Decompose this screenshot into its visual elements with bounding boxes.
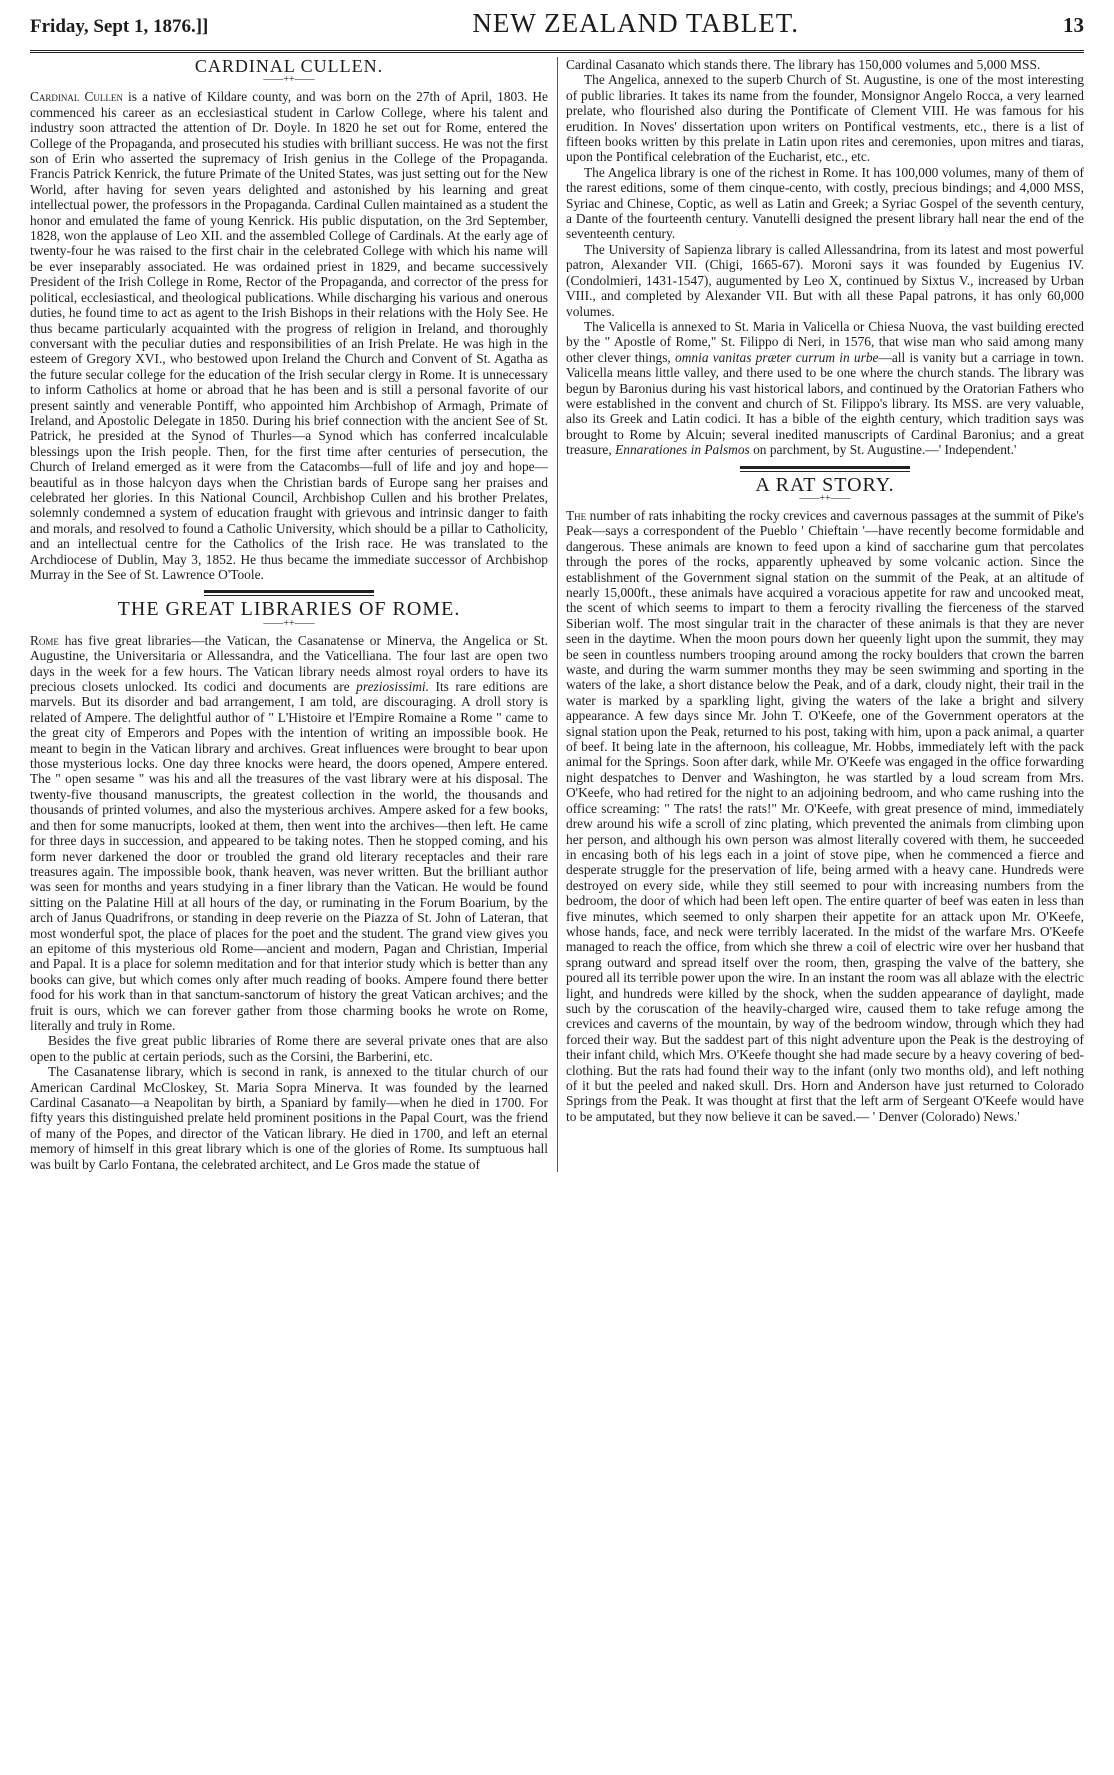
libraries-p7-italic2: Ennarationes in Palsmos — [615, 442, 750, 458]
libraries-title: THE GREAT LIBRARIES OF ROME. — [117, 598, 461, 621]
libraries-ornament: ——++—— — [263, 617, 315, 629]
cullen-lead: Cardinal Cullen — [30, 89, 123, 105]
page-header — [30, 8, 1084, 53]
libraries-p1-italic: preziosissimi. — [356, 679, 429, 695]
libraries-paragraph-3-continued: Cardinal Casanato which stands there. The library has 150,000 volumes and 5,000 MSS. — [566, 57, 1041, 72]
cullen-ornament: ——++—— — [263, 74, 315, 86]
page-number: 13 — [1063, 13, 1084, 37]
libraries-p7-italic: omnia vanitas præter currum in urbe — [675, 349, 879, 365]
right-column — [566, 57, 1084, 1172]
libraries-p7b: —all is vanity but a carriage in town. Valicella means little valley, and there used to be one where the church stands. The library was begun by Baronius during his vast historical labors, and continued by the Oratorian Fathers who were established in the convent and church of St. Filippo's library. Its MSS. are very valuable, also its Greek and Latin codici. It has a bible of the eighth century, which tradition says was brought to Rome by Alcuin; several inedited manuscripts of Cardinal Baronius; and a great treasure, — [566, 349, 1084, 458]
libraries-paragraph-6: The University of Sapienza library is called Allessandrina, from its latest and most powerful patron, Alexander VII. (Chigi, 1665-67). Moroni says it was founded by Eugenius IV. (Condolmieri, 1431-1547), augumented by Leo X, continued by Sixtus V., increased by Urban VIII., and completed by Alexander VII. But with all these Papal patrons, it has only 60,000 volumes. — [566, 241, 1084, 319]
rat-body: number of rats inhabiting the rocky crevices and cavernous passages at the summit of Pike's Peak—says a correspondent of the Pueblo ' Chieftain '—have recently become formidable and dangerous. These animals are known to feed upon a kind of saccharine gum that percolates through the pores of the rocks, apparently upheaved by some volcanic action. Since the establishment of the Government signal station on the summit of the Peak, at an altitude of nearly 15,000ft., these animals have acquired a voracious appetite for raw and uncooked meat, the scent of which seems to impart to them a ferocity rivalling the fierceness of the starved Siberian wolf. The most singular trait in the character of these animals is that they are never seen in the daytime. When the moon pours down her queenly light upon the summit, they may be seen in countless numbers trooping around among the rocky boulders that crown the barren waste, and during the warm summer months they may be seen swimming and sporting in the waters of the lake, a short distance below the Peak, and of a dark, cloudy night, their trail in the water is marked by a sparkling light, giving the waters of the lake a bright and silvery appearance. A few days since Mr. John T. O'Keefe, one of the Government operators at the signal station upon the Peak, returned to his post, taking with him, upon a pack animal, a quarter of beef. It being late in the afternoon, his colleague, Mr. Hobbs, immediately left with the pack animal for the Springs. Soon after dark, while Mr. O'Keefe was engaged in the office forwarding night despatches to Denver and Washington, he was startled by a loud scream from Mrs. O'Keefe, who had retired for the night to an adjoining bedroom, and who came rushing into the office screaming: " The rats! the rats!" Mr. O'Keefe, with great presence of mind, immediately drew around his wife a scroll of zinc plating, which prevented the animals from climbing upon her person, and although his own person was almost literally covered with them, he succeeded in encasing both of his legs each in a joint of stove pipe, when he commenced a fierce and desperate struggle for the preservation of life, being armed with a heavy cane. Hundreds were destroyed on every side, while they still seemed to pour with increasing numbers from the bedroom, the door of which had been left open. The entire quarter of beef was eaten in less than five minutes, which seemed to only sharpen their appetite for an attack upon Mr. O'Keefe, whose hands, face, and neck were terribly lacerated. In the midst of the warfare Mrs. O'Keefe managed to reach the office, from which she threw a coil of electric wire over her husband that sprang outward and spread itself over the room, then, grasping the valve of the battery, she poured all its terrible power upon the wire. In an instant the room was all ablaze with the electric light, and hundreds were killed by the shock, when the sudden appearance of daylight, made such by the coruscation of the heavily-charged wire, caused them to take refuge among the crevices and caverns of the mountain, by way of the bedroom window, through which they had forced their way. But the saddest part of this night adventure upon the Peak is the destroying of their infant child, which Mrs. O'Keefe thought she had made secure by a heavy covering of bed-clothing. But the rats had found their way to the infant (only two months old), and left nothing of it but the peeled and naked skull. Drs. Horn and Anderson have just returned to Colorado Springs from the Peak. It was thought at first that the left arm of Sergeant O'Keefe would have to be amputated, but they now believe it can be saved.— ' Denver (Colorado) News.' — [566, 507, 1084, 1124]
rat-ornament: ——++—— — [799, 492, 851, 504]
column-divider — [557, 57, 558, 1172]
libraries-p1b: Its rare editions are marvels. But its disorder and bad arrangement, I am told, are discouraging. A droll story is related of Ampere. The delightful author of " L'Histoire et l'Empire Romaine a Rome " came to the great city of Emperors and Popes with the intention of writing an impossible book. He meant to begin in the Vatican library and archives. Great influences were brought to bear upon those mysterious locks. One day three knocks were heard, the doors opened, Ampere entered. The " open sesame " was his and all the treasures of the vast library were at his disposal. The twenty-five thousand manuscripts, the greatest collection in the world, the thousands and thousands of printed volumes, and also the mysterious archives. Ampere asked for a few books, and then for some manucripts, looked at them, then went into the archives—then left. He came for three days in succession, and appeared to be taking notes. Then he stopped coming, and his form never darkened the door or troubled the grand old literary receptacles and their rare treasures again. The impossible book, thank heaven, was never written. But the brilliant author was seen for months and years studying in a finer library than the Vatican. He would be found sitting on the Palatine Hill at all hours of the day, or ruminating in the Forum Boarium, by the arch of Janus Quadrifrons, or standing in deep reverie on the Piazza of St. John of Lateran, that most wonderful spot, the place of places for the poet and the student. The grand view gives you an epitome of this mysterious old Rome—ancient and modern, Pagan and Christian, Imperial and Papal. It is a place for solemn meditation and for that interior study which is better than any books can give, but which comes only after much reading of books. Ampere found there better food for his work than in that sanctum-sanctorum of history the great Vatican archives; and the fruit is ours, which we can forever gather from those charming books he wrote on Rome, literally and truly in Rome. — [30, 679, 548, 1033]
left-column — [30, 57, 548, 1172]
libraries-p7c: on parchment, by St. Augustine.—' Independent.' — [753, 442, 1017, 458]
cullen-paragraph — [30, 89, 548, 582]
masthead-title: NEW ZEALAND TABLET. — [472, 8, 799, 38]
libraries-paragraph-4: The Angelica, annexed to the superb Church of St. Augustine, is one of the most interesting of public libraries. It takes its name from the founder, Monsignor Angelo Rocca, a very learned prelate, who flourished also during the Pontificate of Clement VIII. He was famous for his erudition. In Noves' dissertation upon writers on Pontifical vestments, etc., there is a list of fifteen books written by this prelate in Latin upon rites and ceremonies, upon mitres and tiaras, upon the Pontifical celebration of the Eucharist, etc., etc. — [566, 72, 1084, 165]
libraries-paragraph-5: The Angelica library is one of the richest in Rome. It has 100,000 volumes, many of them of the rarest editions, some of them cinque-cento, with costly, precious bindings; and 4,000 MSS, Syriac and Chinese, Coptic, as well as Latin and Greek; a Syriac Gospel of the seventh century, a Dante of the fourteenth century. Vanutelli designed the present library hall near the end of the seventeenth century. — [566, 164, 1084, 242]
rat-lead: The — [566, 507, 587, 523]
libraries-paragraph-3: The Casanatense library, which is second in rank, is annexed to the titular church of our American Cardinal McCloskey, St. Maria Sopra Minerva. It was founded by the learned Cardinal Casanato—a Neapolitan by birth, a Spaniard by family—when he died in 1700. For fifty years this distinguished prelate held prominent positions in the Papal Court, was the friend of many of the Popes, and director of the Vatican library. He died in 1700, and left an eternal memory of himself in this great library which is one of the glories of Rome. Its sumptuous hall was built by Carlo Fontana, the celebrated architect, and Le Gros made the statue of — [30, 1064, 548, 1172]
columns — [30, 57, 1084, 1172]
cullen-body: is a native of Kildare county, and was born on the 27th of April, 1803. He commenced his career as an ecclesiastical student in Carlow College, where his talent and industry soon attracted the attention of Dr. Doyle. In 1820 he set out for Rome, entered the College of the Propaganda, and prosecuted his studies with brilliant success. He was not the first son of Erin who asserted the supremacy of Irish genius in the College of the Propaganda. Francis Patrick Kenrick, the future Primate of the United States, was just setting out for the New World, after having for seven years delighted and astonished by his learning and great intellectual power, the professors in the Propaganda. Cardinal Cullen maintained as a student the honor and emulated the fame of young Kenrick. His public disputation, on the 3rd September, 1828, won the applause of Leo XII. and the assembled College of Cardinals. At the early age of twenty-four he was raised to the first chair in the celebrated College with which his name will be ever inseparably associated. He was ordained priest in 1829, and became successively President of the Irish College in Rome, Rector of the Propaganda, and corrector of the press for political, ecclesiastical, and theological publications. While discharging his various and onerous duties, he found time to act as agent to the Irish Bishops in their relations with the Holy See. He thus became particularly acquainted with the progress of religion in Ireland, and thoroughly conversant with the peculiar duties and responsibilities of an Irish Prelate. He was high in the esteem of Gregory XVI., who bestowed upon Ireland the Church and Convent of St. Agatha as the future secular college for the education of the Irish secular clergy in Rome. It is unnecessary to inform Catholics at home or abroad that he has been and is still a personal favorite of our present saintly and venerable Pontiff, who appointed him Archbishop of Armagh, Primate of Ireland, and Apostolic Delegate in 1850. During his brief connection with the ancient See of St. Patrick, he presided at the Synod of Thurles—a Synod which has conferred incalculable blessings upon the Irish people. Then, for the first time after centuries of persecution, the Church of Ireland emerged as it were from the Catacombs—full of life and joy and hope—beautiful as in those halcyon days when the Christian bards of Europe sang her praises and celebrated her glories. In this National Council, Archbishop Cullen and his brother Prelates, solemnly condemned a system of education fraught with grievous and intrinsic danger to faith and morals, and resolved to found a Catholic University, which should be a pillar to Catholicity, and an intellectual centre for the Catholics of the Irish race. He was translated to the Archdiocese of Dublin, May 3, 1852. He thus became the immediate successor of Archbishop Murray in the See of St. Lawrence O'Toole. — [30, 89, 548, 582]
libraries-paragraph-2: Besides the five great public libraries of Rome there are several private ones that are also open to the public at certain periods, such as the Corsini, the Barberini, etc. — [30, 1033, 548, 1064]
cullen-title: CARDINAL CULLEN. — [194, 56, 384, 76]
section-rule — [740, 466, 910, 472]
libraries-p7a: The Valicella is annexed to St. Maria in Valicella or Chiesa Nuova, the vast building erected by the " Apostle of Rome," St. Filippo di Neri, in 1576, that wise man who said among many other clever things, — [566, 318, 1084, 365]
libraries-paragraph-1 — [30, 633, 548, 1034]
rat-paragraph — [566, 508, 1084, 1124]
libraries-paragraph-7 — [566, 319, 1084, 458]
libraries-lead: Rome — [30, 632, 59, 648]
issue-date: Friday, Sept 1, 1876.]] — [30, 16, 209, 37]
section-rule — [204, 590, 374, 596]
rat-title: A RAT STORY. — [755, 473, 895, 496]
libraries-p1a: has five great libraries—the Vatican, the Casanatense or Minerva, the Angelica or St. Augustine, the Universitaria or Allessandra, and the Vaticelliana. The four last are open two days in the week for a few hours. The Vatican library needs almost royal orders to have its precious closets unlocked. Its codici and documents are — [30, 632, 548, 695]
